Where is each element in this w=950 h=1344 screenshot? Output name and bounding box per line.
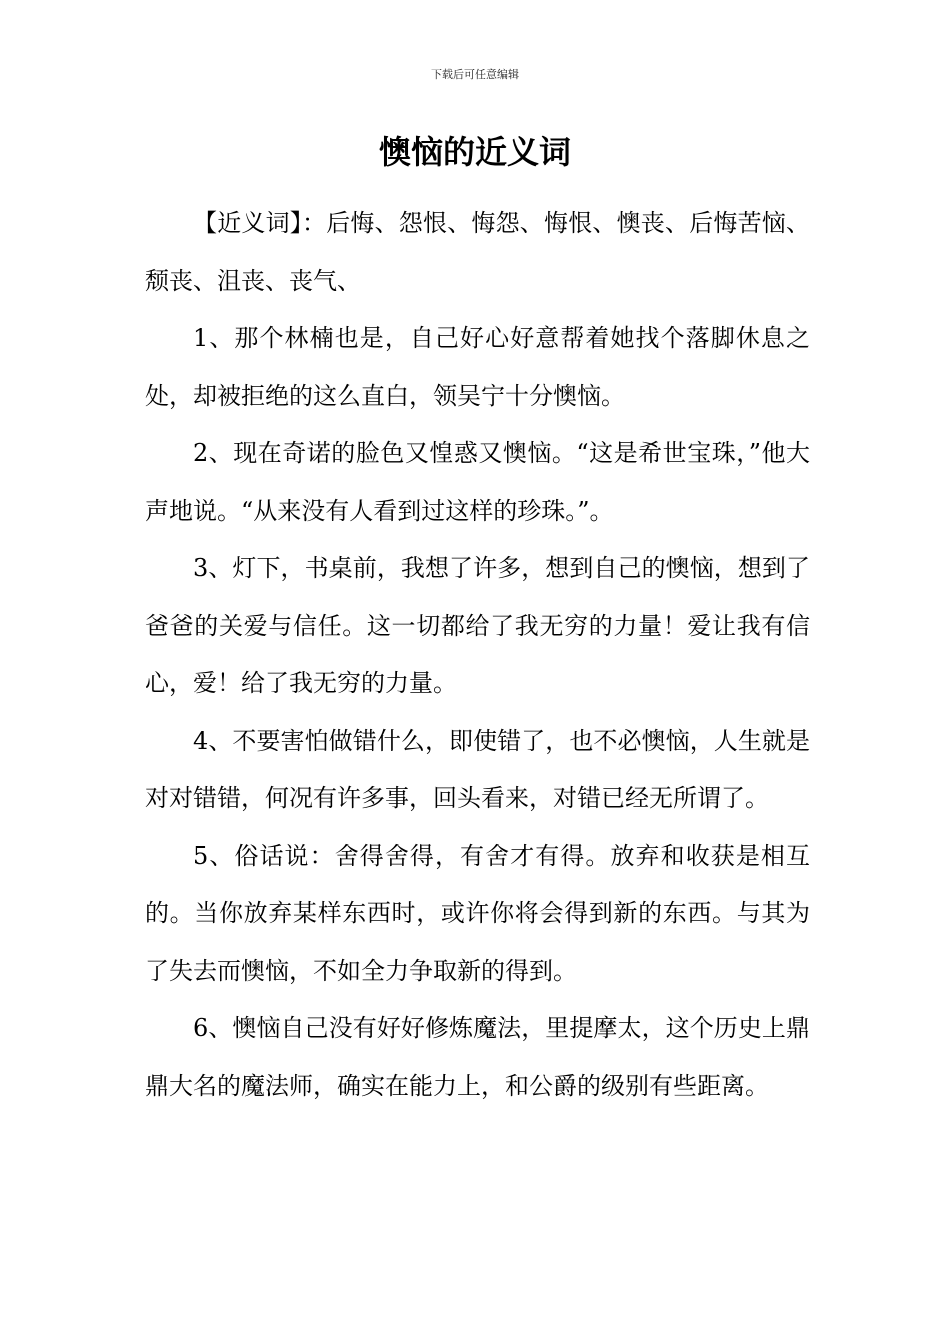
paragraph-synonyms: 【近义词】：后悔、怨恨、悔怨、悔恨、懊丧、后悔苦恼、颓丧、沮丧、丧气、 [145, 209, 810, 295]
paragraph-example-4: 4、不要害怕做错什么，即使错了，也不必懊恼，人生就是对对错错，何况有许多事，回头看来，对错已经无所谓了。 [145, 726, 810, 812]
paragraph-example-3: 3、灯下，书桌前，我想了许多，想到自己的懊恼，想到了爸爸的关爱与信任。这一切都给了我无穷的力量！爱让我有信心，爱！给了我无穷的力量。 [145, 554, 810, 697]
paragraph-example-6: 6、懊恼自己没有好好修炼魔法，里提摩太，这个历史上鼎鼎大名的魔法师，确实在能力上，和公爵的级别有些距离。 [145, 1014, 810, 1100]
paragraph-example-2: 2、现在奇诺的脸色又惶惑又懊恼。“这是希世宝珠，”他大声地说。“从来没有人看到过这样的珍珠。”。 [145, 439, 810, 525]
document-title: 懊恼的近义词 [378, 133, 571, 171]
paragraph-example-5: 5、俗话说：舍得舍得，有舍才有得。放弃和收获是相互的。当你放弃某样东西时，或许你将会得到新的东西。与其为了失去而懊恼，不如全力争取新的得到。 [145, 841, 810, 985]
header-note: 下载后可任意编辑 [431, 68, 519, 81]
document-body [145, 195, 810, 1115]
paragraph-example-1: 1、那个林楠也是，自己好心好意帮着她找个落脚休息之处，却被拒绝的这么直白，领吴宁十分懊恼。 [145, 324, 810, 410]
